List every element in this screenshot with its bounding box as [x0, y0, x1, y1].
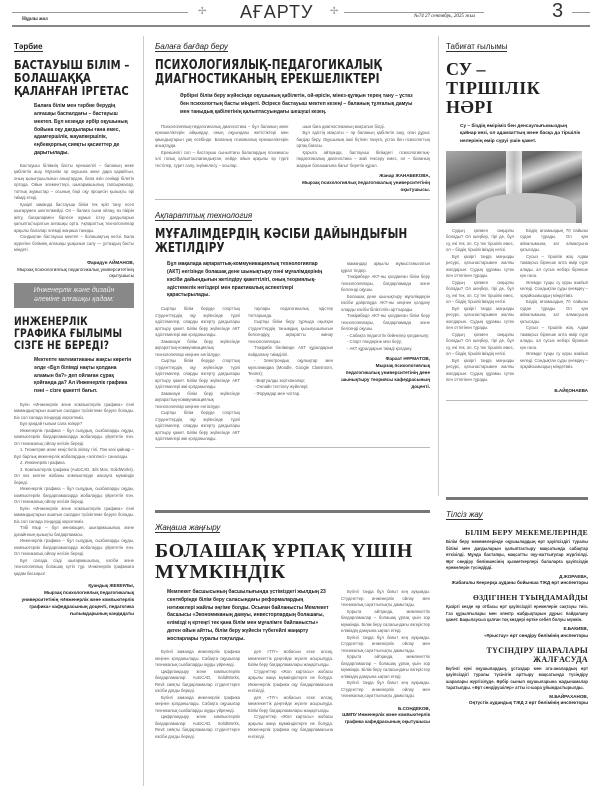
- paragraph: Бүгін «Инженерлік және компьютерлік графика» пәні мамандықтарын ашатын саладан түсініктеме беруге болады. Біз сол салада пәндерді көрсетеміз.: [14, 505, 134, 524]
- paragraph: Бүгінгі таңда бұл бағыт кең ауқымды. Студенттер инженерлік ойлау мен техникалық сауаттылықты дамытады.: [341, 680, 430, 698]
- paragraph: Бүгінгі таңда бұл бағыт кең ауқымды. Студенттер инженерлік ойлау мен техникалық сауаттылықты дамытады.: [341, 589, 430, 607]
- paragraph: Бұл қандай ғылым сала өзінде?: [20, 421, 83, 427]
- divider: [446, 400, 588, 401]
- article-engineering: [14, 283, 134, 618]
- list-item: - Сабақта педагогтік бейнелер қолданылу;: [347, 332, 430, 338]
- header-bottom-rule: [12, 25, 590, 27]
- paragraph: 2. Инженерлік графика.: [20, 460, 66, 466]
- water-photo: [446, 151, 582, 223]
- article-col-1: [446, 228, 514, 384]
- paragraph: Қорыта айтқанда, мемлекеттік бағдарламалар – болашақ ұрпақ үшін зор мүмкіндік. Білім беру саласындағы өзгерістер еліміздің дамуына ықпал етеді.: [341, 608, 430, 633]
- paragraph: Студенттер «Жол картасы» жобасы арқылы жаңа мүмкіндіктерге ие болуда. Инженерлік графика оқу бағдарламасына енгізілді.: [248, 714, 333, 739]
- banner: Инженерлік және дизайн әлеміне алғашқы қадам:: [14, 283, 134, 308]
- paragraph: Қорыта айтқанда, бастауыш білімдегі психологиялық-педагогикалық диагностика – жай тексеру емес, ол – баланың жарқын болашағына бағыт беретін құрал.: [296, 149, 430, 168]
- headline-line-2: ТІРШІЛІК НӘРІ: [446, 77, 541, 117]
- author-role: Мырзақ психологиялық педагогикалық университетінің дене шынықтыру теориясы кафедрасының доценті.: [341, 363, 430, 389]
- divider: [155, 199, 430, 200]
- paragraph: Инженерлік графика – бұл сызудың, сызбаларды оқуды, компьютерлік бағдарламаларда жобалауды үйрететін пән. Ол техникалық ойлау негізін береді.: [14, 427, 134, 446]
- paragraph: Әлемде тұщы су қоры азайып келеді. Сондықтан суды үнемдеу – әрқайсымыздың міндетіміз.: [520, 279, 588, 298]
- article-tarbie: [14, 36, 134, 287]
- author-name: Қуандық ЖЕКЕҰЛЫ,: [88, 583, 134, 589]
- paragraph: Бүгінгі таңда бұл бағыт кең ауқымды. Студенттер инженерлік ойлау мен техникалық сауаттылықты дамытады.: [341, 634, 430, 653]
- paragraph: Бұл салада сізді шығармашылық, кәсіби және технологиялық болашақ күтіп тұр. Инженерлік графикаға қадам басыңыз!: [14, 557, 134, 576]
- rubric: Жаңаша жаңғыру: [155, 523, 221, 532]
- author-role: Оңтүстік аудандық ТЖД 2 өрт бөлімінің инспекторы: [468, 700, 588, 706]
- paragraph: Сусыз – тіршілік жоқ. Адам тамақсыз бірнеше апта өмір сүре алады, ал сусыз небәрі бірнеше күн ғана.: [520, 325, 588, 350]
- issue-date: №74 27 сентябрь, 2025 жыл: [414, 14, 476, 19]
- lead: Су – біздің өміріміз бен денсаулығымыздың қайнар көзі, ол адамзаттың және басқа да тіршілік иелерінің өмір сүруі үшін қажет.: [460, 123, 581, 144]
- paragraph: Бұл қазіргі таңда маңызды ресурс, қатынастарымен жалпы жолдарын. Судың құрамы сутек пен оттегінен тұрады.: [446, 357, 514, 383]
- list-item: - Виртуалды зертханалар;: [254, 377, 305, 383]
- rubric: Табиғат ғылымы: [446, 42, 508, 51]
- brief-body: Білім беру мекемелерінде оқушылардың өрт қауіпсіздігі туралы білімі мен дағдыларын қалыптастыру мақсатында сабақтар өткізілді. Мұнда бастапқы, мақсатты оқу-жаттығулар жүргізілді. Өрт сөндіру бөлімшесінің қызметкерлері балаларға қауіпсіздік ережелерін түсіндірді.: [446, 539, 588, 570]
- headline: ИНЖЕНЕРЛІК ГРАФИКА ҒЫЛЫМЫ СІЗГЕ НЕ БЕРЕДІ?: [14, 313, 123, 352]
- author-role: Жабағалы Кеңсерқа ауданы бойынша ТЖД өрт инспекторы: [451, 580, 588, 586]
- list-item: - Электрондық оқулықтар мен мультимедиа (Moodle, Google Classroom, Teams);: [248, 358, 333, 377]
- article-col-3: [341, 589, 430, 700]
- headline: БОЛАШАҚ ҰРПАҚ ҮШІН МҮМКІНДІК: [155, 540, 413, 583]
- paragraph: Ерекшелігі сол – бастауыш сыныптағы балалардың психикасы әлі толық қалыптаспағандықтан, кейде ойын арқылы әр түрлі тестілер, сурет салу, әңгімелесу – осылар.: [155, 149, 289, 168]
- paragraph: Сыртқы білім беруде спорттық студенттердің оқу жүйесінде түрлі әдістемелер, оларды өзгерту дағдылары арттыру қажет. Білім беру жүйесінде АКТ әдістемелері жиі қолданылады.: [155, 410, 240, 442]
- list-item: - Форумдар мен чаттар.: [254, 390, 301, 396]
- paragraph: таулары педагогикалық әдістер топтарында.: [248, 306, 333, 318]
- lead: Мектепте математиканы жақсы көретін әлде «Бұл білімді нақты қолдана аламын ба?» деп ойлаған сұрақ қойғанда да? Ал Инженерлік графика пәні – сізге қажетті бағыт.: [34, 357, 132, 395]
- paragraph: Қорыта айтқанда, мемлекеттік бағдарламалар – болашақ ұрпақ үшін зор мүмкіндік. Білім беру саласындағы өзгерістер еліміздің дамуына ықпал етеді.: [341, 654, 430, 679]
- newspaper-name: Нұрлы жол: [22, 17, 48, 22]
- article-body: [14, 402, 134, 578]
- paragraph: 1. Геометрия және кеңістіктік ойлау тілі. Пән көзі қайнар – Бұл барлық инженерлік жобалардың «әліппесі» саналады.: [14, 447, 134, 459]
- article-ikt: [155, 205, 430, 448]
- section-rule: [446, 497, 588, 500]
- paragraph: Қазіргі заманда бастауыш білім тек әріп тану, есеп шығарумен шектелмейді. Ол – балаға сыни ойлау, өз пікірін айту, басқалармен бірлесе жұмыс істеу дағдыларын қалыптастыратын алғашқы орта. Ақпараттық технологиялар арқылы балалар әлемді жаңаша таниды.: [14, 201, 134, 233]
- paragraph: Судың қолмен сиқырлы болады? Ол шеңбер, тірі де, бұл су, екі тек, ол. Су тек тіршілік емес, ол – біздің тіршілігіміздің негізі.: [446, 331, 514, 357]
- paragraph: Бүгін «Инженерлік және компьютерлік графика» пәні мамандықтарын ашатын саладан түсініктеме беруге болады. Біз сол салада пәндерді көрсетеміз.: [14, 401, 134, 420]
- paragraph: Тәжірибе бөлімінде АКТ құралдарын пайдалану тиімділігі.: [248, 345, 333, 357]
- brief-headline: ТҮСІНДІРУ ШАРАЛАРЫ ЖАЛҒАСУДА: [486, 645, 588, 664]
- paragraph: Бүгінгі заманда инженерлік графика кеңінен қолданылады. Сабақта оқушылар техникалық сызбаларды оқуды үйренеді.: [155, 694, 240, 713]
- paragraph: деп «TIY» жобасын еске алсақ, мемлекеттік деңгейде жүзеге асырылуда. Білім беру бағдарламалары жаңартылды.: [248, 694, 333, 713]
- list-item: - Спорт пәндеріне мән беру;: [347, 339, 403, 345]
- paragraph: Инженерлік графика – бұл сызудың, сызбаларды оқуды, компьютерлік бағдарламаларда жобалауды үйрететін пән. Ол техникалық ойлау негізін береді.: [14, 538, 134, 557]
- lead: Балаға білім мен тәрбие берудің алғашқы баспалдағы – бастауыш мектеп. Бұл кезеңде әрбір оқушының бойына оқу дағдылары ғана емес, адамгершілік, жауапкершілік, еңбекқорлық сияқты қасиеттер де дарытылады.: [34, 103, 128, 156]
- page-number: 3: [552, 0, 564, 22]
- headline: МҰҒАЛІМДЕРДІҢ КӘСІБИ ДАЙЫНДЫҒЫН ЖЕТІЛДІРУ: [155, 227, 408, 256]
- section-title: АҒАРТУ: [240, 2, 314, 22]
- list-item: - АКТ құралдарын тиімді қолдану.: [347, 345, 413, 351]
- article-body-right: [297, 124, 431, 194]
- paragraph: Бұл әдістің мақсаты – әр баланың қабілетін ашу, оған дұрыс бағдар беру. Оқушының ішкі бүтінін тануға, ұстаз бен психологтың ортақ бағасы.: [296, 130, 430, 149]
- article-col-2: [248, 306, 333, 443]
- author-name: М.БАЙРАХАНОВ,: [549, 693, 588, 699]
- paragraph: мамандар арқылы жұмыстанылатын құрал тілдер.: [341, 261, 430, 273]
- rubric: Ақпараттық технология: [155, 211, 253, 220]
- hands-shape: [476, 193, 576, 223]
- paragraph: Психологиялық-педагогикалық диагностика – бұл баланың жеке ерекшеліктерін айқындау, оның оқуындағы жетістіктері мен қиындықтарын ұақ есебінде. Баланың психикалық ерекшеліктерін анықтауда.: [155, 123, 289, 149]
- paragraph: Сыртқы білім беру тұрғыда оқытқан студенттердің танымдық қызығушылығын белсендіру, ақпаратты жинау технологиялары.: [248, 319, 333, 344]
- author-role: ШМПУ Инженерлік және компьютерлік графика кафедрасының оқытушысы: [342, 712, 430, 725]
- paragraph: Заманауи білім беру жүйесінде ақпараттық-коммуникациялық технологиялар кеңінен енгізілуде.: [155, 390, 240, 409]
- ornament-icon: ✢: [198, 6, 207, 17]
- brief-body: Қазіргі кезде әр отбасы өрт қауіпсіздігі ережелерін сақтауы тиіс. Газ құрылғылары мен электр жабдықтарын дұрыс пайдалану қажет. Бақылаусыз қалған тоқ көздері өртке себеп болуы мүмкін.: [446, 604, 588, 623]
- rubric: Тәрбие: [14, 42, 43, 51]
- rubric: Балаға бағдар беру: [155, 42, 228, 51]
- paragraph: Тәбі Мыр – бұл инновация, шығармашылық және дизайнның қызықты бағдарламасы.: [14, 525, 134, 537]
- section-rule: [155, 510, 430, 513]
- author-role: Мырзақ психологиялық педагогикалық университетінің оқытушысы: [17, 266, 134, 279]
- paragraph: Болашақ дене шынықтыру мұғалімдерін кәсіби даярлауда АКТ-ны кеңінен қолдану оларды кәсіби біліктілігін арттырады.: [341, 293, 430, 312]
- headline: ПСИХОЛОГИЯЛЫҚ-ПЕДАГОГИКАЛЫҚ ДИАГНОСТИКАНЫҢ ЕРЕКШЕЛІКТЕРІ: [155, 58, 382, 87]
- header-rule: [12, 12, 188, 13]
- article-water: [446, 36, 588, 401]
- article-body: [14, 163, 134, 254]
- column-divider: [143, 36, 144, 786]
- author-name: Фаридун АЙМАНОВ,: [87, 259, 134, 265]
- ornament-icon: ✢: [330, 6, 339, 17]
- article-col-1: [155, 649, 240, 740]
- brief-item: [446, 646, 588, 708]
- author-name: Е.БАКИЕВ,: [563, 625, 588, 631]
- brief-headline: ӨЗДІГІНЕН ТҰЫҢДАМАЙДЫ: [473, 593, 588, 603]
- article-col-2: [520, 228, 588, 384]
- paragraph: Сондықтан бастауыш мектеп – болашақтың негізі. Бала жүрегіне білімнің алғашқы ұшқынын салу — ұстаздың басты міндеті.: [14, 234, 134, 253]
- article-col-1: [155, 306, 240, 443]
- author-name: Б.СОНДЕКОВ,: [398, 705, 430, 711]
- author-name: Фархат НҰРМАТОВ,: [385, 356, 430, 362]
- paragraph: Бастауыш білімнің басты ерекшелігі – баланың жеке қабілетін ашу. Мұғалім әр оқушыға жеке дара қарайтын, оның қызығушылығын анықтаудан, бала өзін сенімді білетін ортада. Ойын элементтері, шығармашылық тапсырмалар, топтық жұмыстар – осының бәрі оқу процесін қызықты әрі тиімді етеді.: [14, 162, 134, 201]
- paragraph: 3. Компьютерлік графика (AutoCAD, 3ds Max, SolidWorks). Ол кез келген жобаны компьютерде жасауға мүмкіндік береді.: [14, 466, 134, 485]
- article-diagnostics: [155, 36, 430, 200]
- article-body-left: [155, 124, 289, 194]
- author-name: Жанар ЖАНАБЕКОВА,: [379, 173, 430, 179]
- header-rule: [344, 12, 484, 13]
- brief-headline: БІЛІМ БЕРУ МЕКЕМЕЛЕРІНДЕ: [465, 528, 588, 537]
- paragraph: Бұл қазіргі таңда маңызды ресурс, қатынастарымен жалпы жолдарын. Судың құрамы сутек пен оттегінен тұрады.: [446, 305, 514, 331]
- list-item: - Онлайн тестілеу жүйелері;: [254, 384, 309, 390]
- brief-item: [446, 593, 588, 639]
- header-rule: [572, 12, 590, 13]
- paragraph: Біздің ағзамыздың 70 пайызы судан тұрады. Ол қан айналымына, зат алмасуына қатысады.: [520, 299, 588, 324]
- lead: Бұл мақалада ақпараттық-коммуникациялық технологиялар (АКТ) негізінде болашақ дене шынықтыру пәні мұғалімдерінің кәсіби дайындығын жетілдіру қажеттілігі, оның теориялық-әдістемелік негіздері мен практикалық аспектілері қарастырылады.: [167, 261, 323, 299]
- paragraph: Инженерлік графика – бұл сызудың, сызбаларды оқуды, компьютерлік бағдарламаларда жобалауды үйрететін пән. Ол техникалық ойлау негізін береді.: [14, 486, 134, 505]
- brief-item: [446, 528, 588, 587]
- paragraph: Бұл қазіргі таңда маңызды ресурс, қатынастарымен жалпы жолдарын. Судың құрамы сутек пен оттегінен тұрады.: [446, 253, 514, 279]
- lead: Әрбіреі білім беру жүйесінде оқушының қабілетін, ой-өрісін, мінез-құлқын терең тану – ұстаз бен психологтың басты міндеті. Әсіресе бастауыш мектеп кезеңі – баланың тұлғалық дамуы мен таныдық қабілетінің қалыптасуындағы шешуші кезең.: [180, 93, 413, 115]
- brief-body: Бүгінгі күні оқушылардың, ұстаздар мен ата-аналардың өрт қауіпсіздігі туралы түсінігін арттыру мақсатында түсіндіру шаралары жүргізілуде. Әрбір сынып оқушыларына жадынамалар таратылды. «Өрт сөндірушілер» атты іс-шара ұйымдастырылды.: [446, 665, 588, 691]
- paragraph: Сыртқы білім беруде спорттық студенттердің оқу жүйесінде түрлі әдістемелер, оларды өзгерту дағдылары арттыру қажет. Білім беру жүйесінде АКТ әдістемелері жиі қолданылады.: [155, 306, 240, 338]
- paragraph: Судың қолмен сиқырлы болады? Ол шеңбер, тірі де, бұл су, екі тек, ол. Су тек тіршілік емес, ол – біздің тіршілігіміздің негізі.: [446, 227, 514, 253]
- author-name: Д.ЖОРАЕВА,: [559, 573, 588, 579]
- page-header: [12, 0, 590, 26]
- lead: Мемлекет басшысының басшылығында үстіміздегі жылдың 23 сентябрінде білім беру саласындағы реформалардың нәтижелері жайлы әңгіме болды. Осыған байланысты Мемлекет басшысы «Экономиканың дамуы, инвесторлардың болашағы, елімізді ң ертеңгі тек қана білім мен мұғалімге байланысты» деген ойын айтты, білім беру жүйесін түбегейлі жаңарту жоспарлары туралы тоқталды.: [167, 589, 329, 642]
- article-col-3: [341, 261, 430, 352]
- paragraph: Тәжірибеде АКТ-ны қолданған білім беру технологиялары, бағдарламада және белсенді оқушы.: [341, 274, 430, 293]
- paragraph: Цифрландыру және компьютерлік бағдарламалар: AutoCAD, SolidWorks, Revit сияқты бағдарламалар студенттерге кәсіби дағды береді.: [155, 714, 240, 739]
- author-role: «Ұрыстау» өрт сөндіру бөлімінің инспекторы: [484, 632, 588, 638]
- article-future: [155, 510, 430, 740]
- headline: БАСТАУЫШ БІЛІМ – БОЛАШАҚҚА ҚАЛАНҒАН ІРГЕТАС: [14, 57, 130, 99]
- paragraph: Тәжірибеде АКТ-ны қолданған білім беру технологиялары, бағдарламада және белсенді оқушы.: [341, 313, 430, 332]
- article-col-2: [248, 649, 333, 740]
- paragraph: Әлемде тұщы су қоры азайып келеді. Сондықтан суды үнемдеу – әрқайсымыздың міндетіміз.: [520, 351, 588, 370]
- paragraph: Біздің ағзамыздың 70 пайызы судан тұрады. Ол қан айналымына, зат алмасуына қатысады.: [520, 227, 588, 253]
- author-role: Мырзақ психологиялық педагогикалық университетінің «Инженерлік және компьютерлік графика» кафедрасының доценті, педагогика ғылымдарының кандидаты: [21, 590, 134, 616]
- column-divider: [438, 36, 439, 496]
- paragraph: Студенттер «Жол картасы» жобасы арқылы жаңа мүмкіндіктерге ие болуда. Инженерлік графика оқу бағдарламасына енгізілді.: [248, 668, 333, 694]
- paragraph: Заманауи білім беру жүйесінде ақпараттық-коммуникациялық технологиялар кеңінен енгізілуде.: [155, 338, 240, 357]
- paragraph: деп «TIY» жобасын еске алсақ, мемлекеттік деңгейде жүзеге асырылуда. Білім беру бағдарламалары жаңартылды.: [248, 649, 333, 668]
- paragraph: Сусыз – тіршілік жоқ. Адам тамақсыз бірнеше апта өмір сүре алады, ал сусыз небәрі бірнеше күн ғана.: [520, 253, 588, 279]
- article-briefs: [446, 497, 588, 707]
- paragraph: шын баға диагностиканың мақсатын білді.: [302, 123, 385, 129]
- author-name: Б.АЙҚОНАЕВА: [554, 387, 588, 393]
- divider: [155, 447, 430, 448]
- paragraph: Сыртқы білім беруде спорттық студенттердің оқу жүйесінде түрлі әдістемелер, оларды өзгерту дағдылары арттыру қажет. Білім беру жүйесінде АКТ әдістемелері жиі қолданылады.: [155, 358, 240, 390]
- headline-line-1: СУ –: [446, 59, 486, 79]
- paragraph: Цифрландыру және компьютерлік бағдарламалар: AutoCAD, SolidWorks, Revit сияқты бағдарламалар студенттерге кәсіби дағды береді.: [155, 668, 240, 694]
- paragraph: Бүгінгі заманда инженерлік графика кеңінен қолданылады. Сабақта оқушылар техникалық сызбаларды оқуды үйренеді.: [155, 649, 240, 668]
- author-role: Мырзақ психологиялық педагогикалық университетінің оқытушысы.: [302, 179, 430, 192]
- rubric: Тілсіз жау: [446, 510, 483, 519]
- paragraph: Судың қолмен сиқырлы болады? Ол шеңбер, тірі де, бұл су, екі тек, ол. Су тек тіршілік емес, ол – біздің тіршілігіміздің негізі.: [446, 279, 514, 305]
